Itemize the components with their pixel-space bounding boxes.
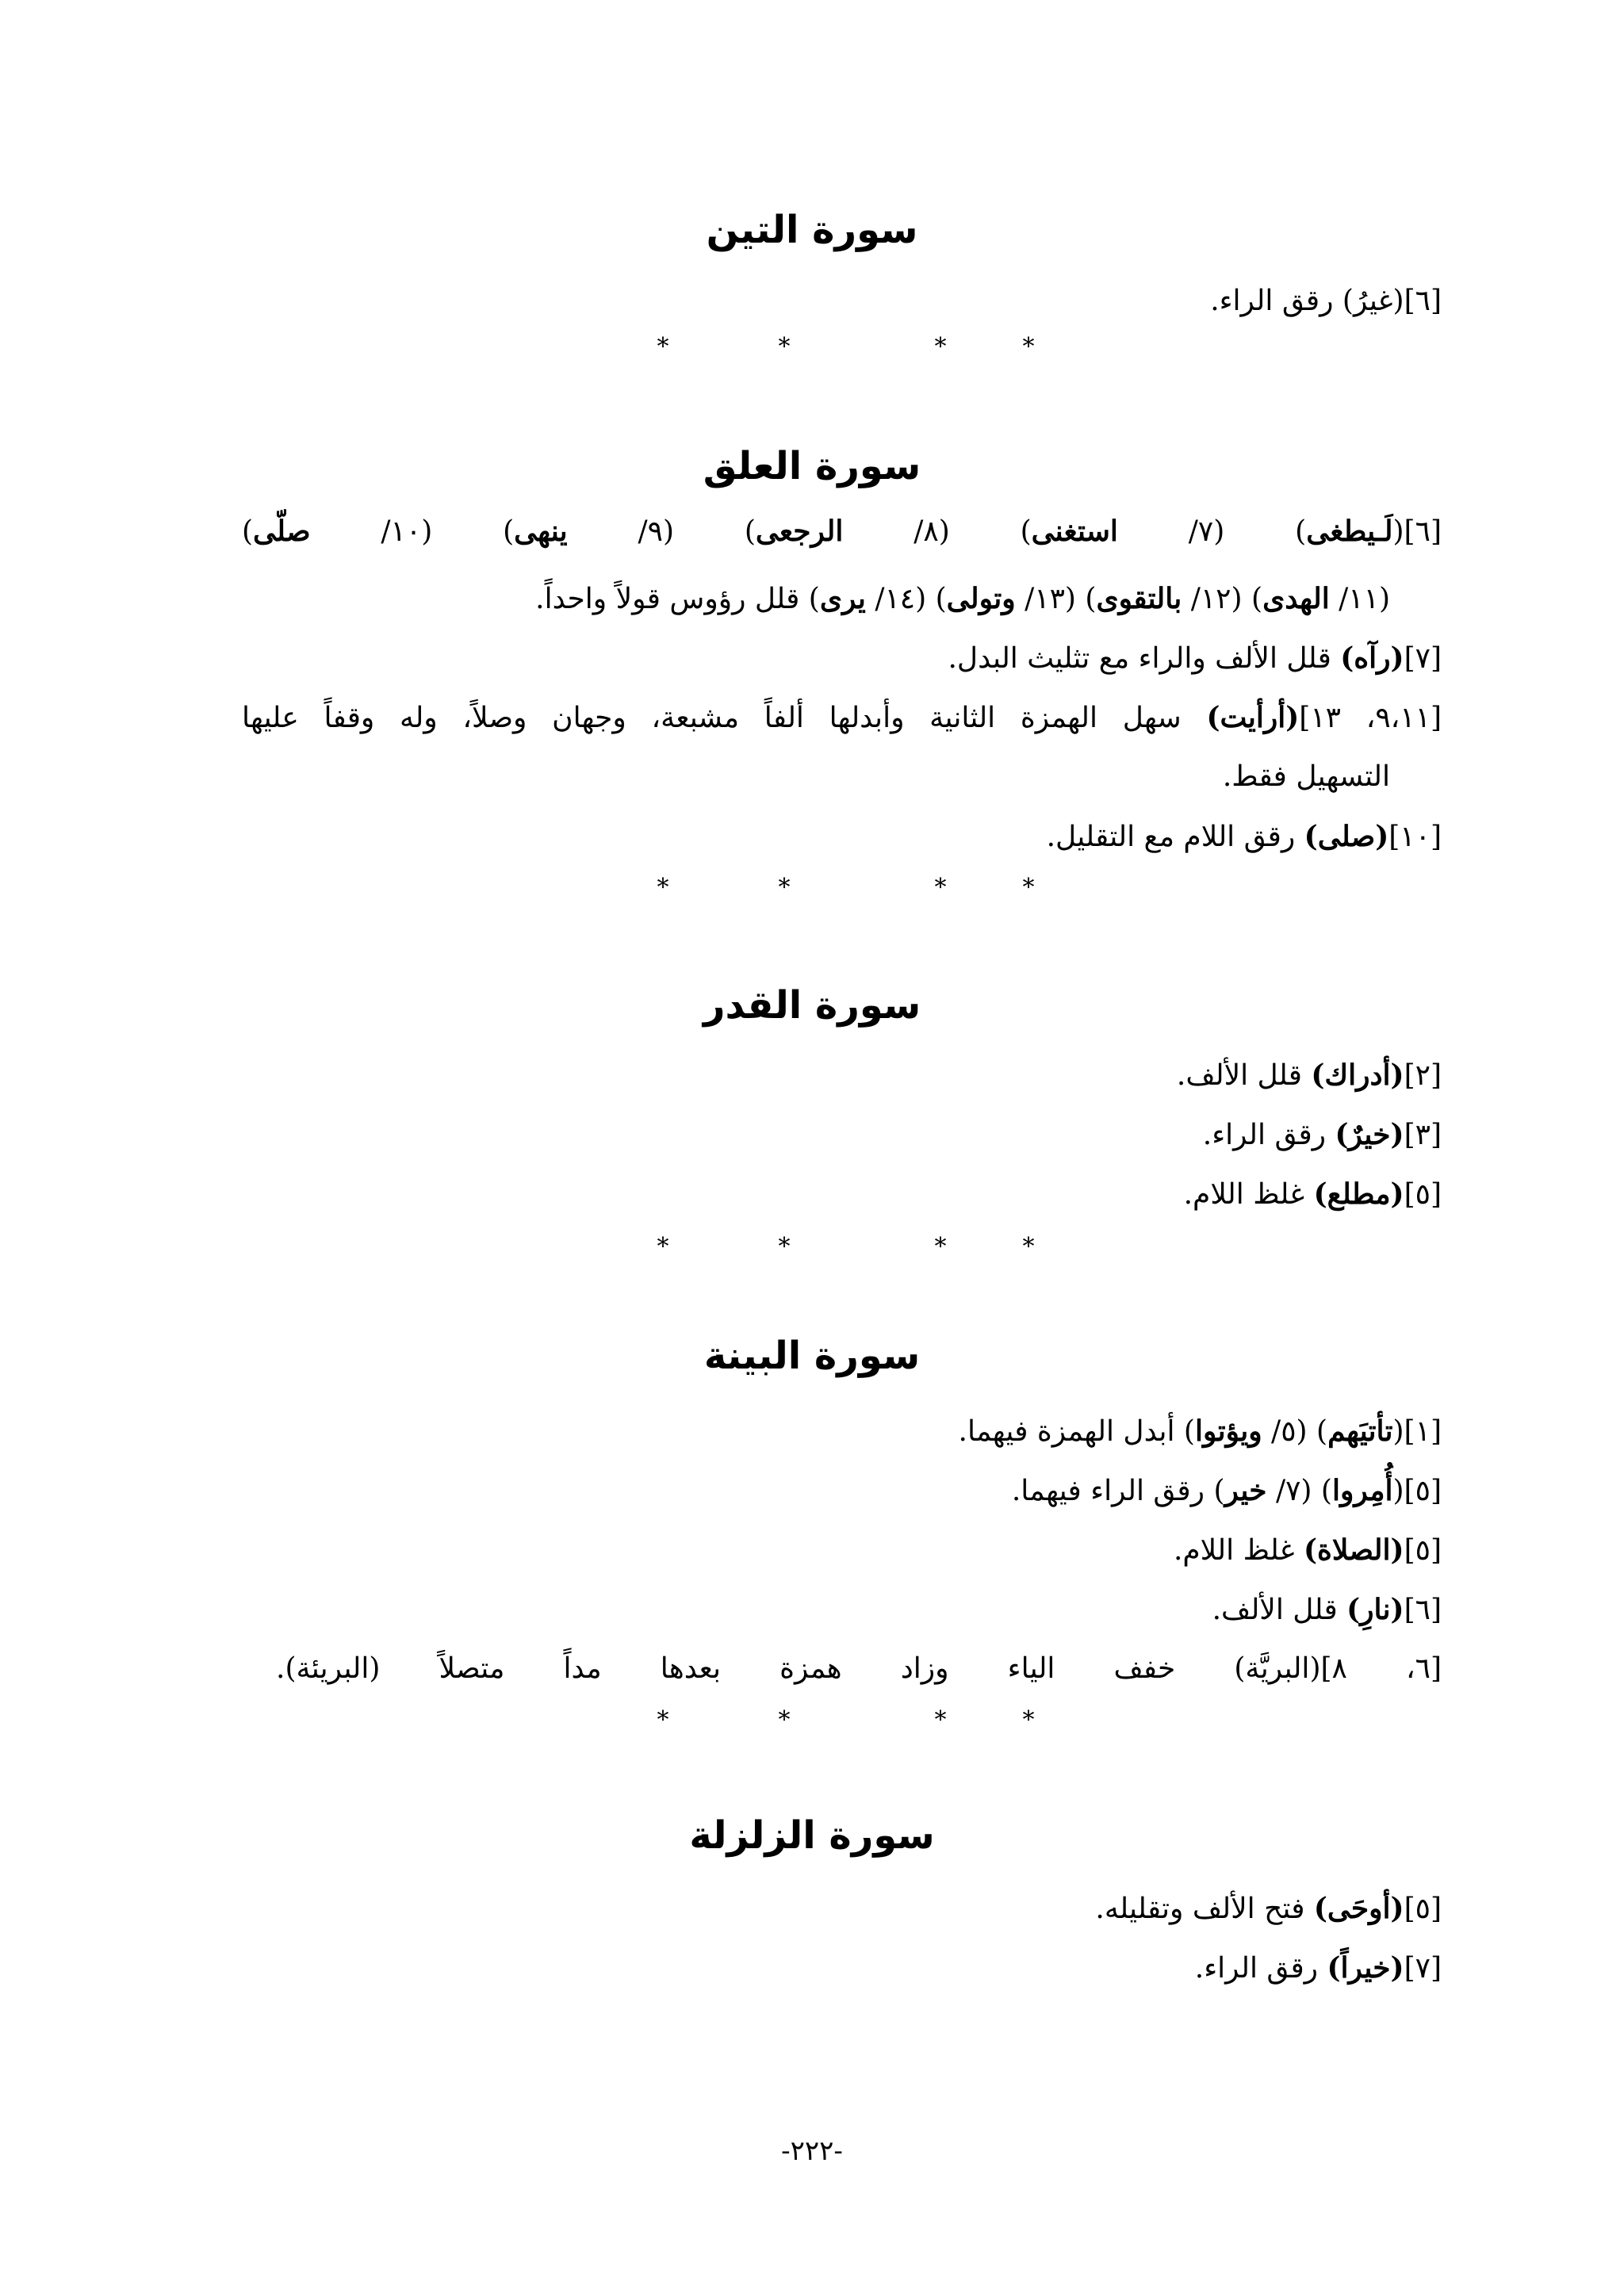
separator-star: * bbox=[657, 874, 669, 902]
separator-star: * bbox=[1022, 1706, 1035, 1734]
entry-line: [٦، ٨](البريَّة) خفف الياء وزاد همزة بعدها مداً متصلاً (البريئة). bbox=[276, 1652, 1442, 1685]
entry-line: [١٠](صلى) رقق اللام مع التقليل. bbox=[1046, 820, 1442, 853]
separator-star: * bbox=[934, 874, 947, 902]
separator-star: * bbox=[934, 333, 947, 361]
entry-line: [٦](لَـيطغى) (٧/ استغنى) (٨/ الرجعى) (٩/ ينهى) (١٠/ صلّى) bbox=[242, 515, 1442, 548]
section-title-at-tin: سورة التين bbox=[706, 208, 918, 252]
entry-line: [٧](خيراً) رقق الراء. bbox=[1194, 1951, 1442, 1985]
entry-line: (١١/ الهدى) (١٢/ بالتقوى) (١٣/ وتولى) (١٤/ يرى) قلل رؤوس قولاً واحداً. bbox=[535, 582, 1390, 615]
section-separator bbox=[0, 1705, 1624, 1736]
entry-line: [٥](الصلاة) غلظ اللام. bbox=[1173, 1533, 1442, 1567]
section-title-az-zalzala: سورة الزلزلة bbox=[689, 1813, 935, 1858]
separator-star: * bbox=[657, 1706, 669, 1734]
separator-star: * bbox=[1022, 874, 1035, 902]
section-separator bbox=[0, 872, 1624, 904]
section-separator bbox=[0, 331, 1624, 363]
separator-star: * bbox=[934, 1233, 947, 1261]
section-title-al-alaq: سورة العلق bbox=[703, 444, 921, 488]
entry-line: [٥](أوحَى) فتح الألف وتقليله. bbox=[1095, 1892, 1442, 1925]
separator-star: * bbox=[778, 1233, 791, 1261]
entry-line: [٧](رآه) قلل الألف والراء مع تثليث البدل. bbox=[948, 641, 1442, 675]
separator-star: * bbox=[657, 333, 669, 361]
separator-star: * bbox=[778, 1706, 791, 1734]
entry-line: [٢](أدراك) قلل الألف. bbox=[1176, 1058, 1442, 1092]
entry-line: [٦](غيرُ) رقق الراء. bbox=[1210, 285, 1442, 317]
separator-star: * bbox=[778, 333, 791, 361]
entry-line-continuation: التسهيل فقط. bbox=[1222, 760, 1390, 793]
entry-line: [٥](مطلع) غلظ اللام. bbox=[1183, 1177, 1442, 1211]
entry-line: [٦](نارِ) قلل الألف. bbox=[1212, 1593, 1442, 1626]
entry-line: [٣](خيرٌ) رقق الراء. bbox=[1202, 1118, 1442, 1151]
separator-star: * bbox=[1022, 333, 1035, 361]
section-title-al-bayyina: سورة البينة bbox=[703, 1334, 921, 1378]
page-number: -٢٢٢- bbox=[781, 2135, 843, 2167]
separator-star: * bbox=[778, 874, 791, 902]
entry-line: [١](تأتيَهم) (٥/ ويؤتوا) أبدل الهمزة فيهما. bbox=[958, 1414, 1442, 1448]
section-separator bbox=[0, 1231, 1624, 1263]
entry-line: [٥](أُمِروا) (٧/ خير) رقق الراء فيهما. bbox=[1011, 1474, 1442, 1507]
separator-star: * bbox=[934, 1706, 947, 1734]
entry-line: [٩،١١، ١٣](أرأيت) سهل الهمزة الثانية وأبدلها ألفاً مشبعة، وجهان وصلاً، وله وقفاً عليها bbox=[242, 701, 1442, 734]
separator-star: * bbox=[1022, 1233, 1035, 1261]
separator-star: * bbox=[657, 1233, 669, 1261]
section-title-al-qadr: سورة القدر bbox=[703, 983, 921, 1028]
